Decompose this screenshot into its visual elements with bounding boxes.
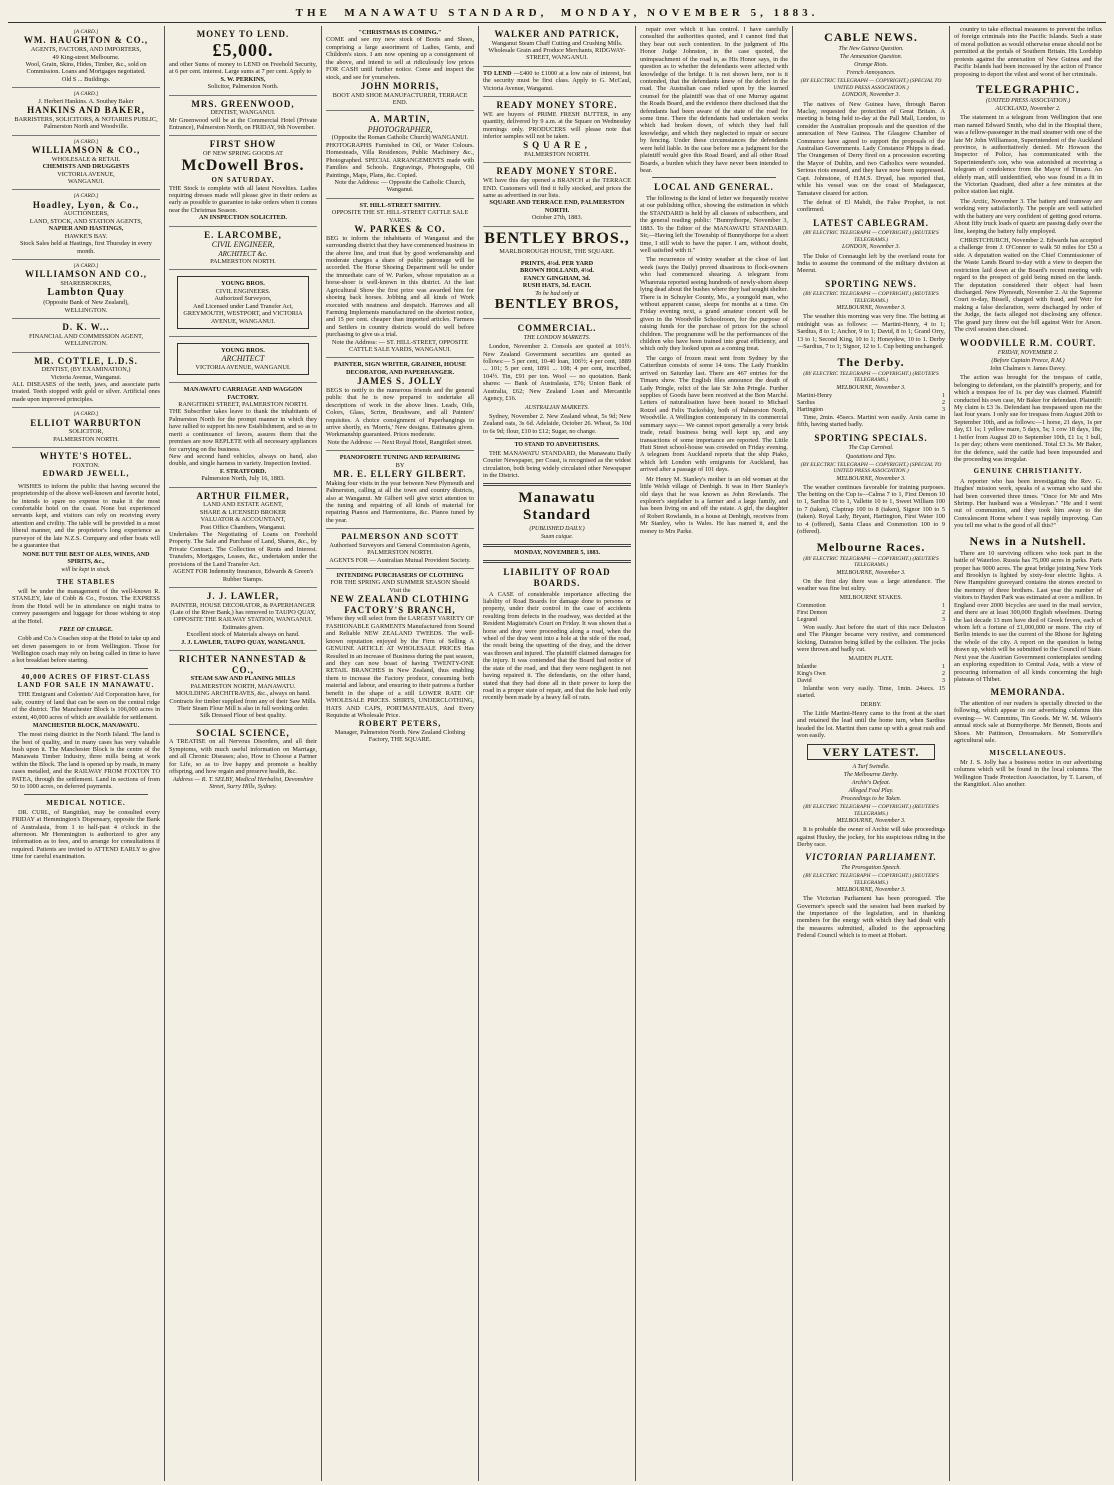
ad-whytes-hotel: WHYTE'S HOTEL. FOXTON. EDWARD JEWELL,: [39, 451, 133, 479]
section-cable-news: CABLE NEWS.: [824, 30, 918, 44]
ad-carriage-factory: MANAWATU CARRIAGE AND WAGGON FACTORY. RANGITIKEI STREET, PALMERSTON NORTH. THE Subscriber takes leave to thank the inhabitants of Palmerston North for the prompt manner in which they have rallied to support his new Establishment, and so as to merit a continuance of favors, assures them that the premises are now REPLETE with all necessary appliances for carrying on the business. New and second hand vehicles, always on hand, also double, and single harness in variety. Inspection Invited. F. STRATFORD. Palmerston North, July 16, 1883.: [169, 383, 317, 487]
result-row: Sardius 2: [797, 399, 945, 406]
ad-young-bros-architect: YOUNG BROS. ARCHITECT VICTORIA AVENUE, WANGANUI.: [169, 337, 317, 383]
ad-arthur-filmer: ARTHUR FILMER, LAND AND ESTATE AGENT, SHARE & LICENSED BROKER VALUATOR & ACCOUNTANT, Post Office Chambers, Wanganui. Undertakes The Negotiating of Loans on Freehold Property. The Sale and Purchase of Land, Shares, &c., by Private Contract. The Collection of Rents and Interest. Transfers, Mortgages, Leases, &c., undertaken under the provisions of the Land Transfer Act. AGENT FOR Indemnity Insurance, Edwards & Green's Rubber Stamps.: [169, 488, 317, 588]
section-melbourne-races: Melbourne Races.: [816, 539, 926, 554]
column-5: repair over which it has control. I have carefully consulted the authorities quoted, and I cannot find that they bear out such contention. In the judgment of His Honor Judge Johnston, in the case quoted, the unimpeachment of the road is, as His Honor says, in the question as to whether the defendants were affected with knowledge of the bridge. It is not shown here, nor is it contended, that the defendants knew of the defect in the road. The Australian case relied upon by the learned counsel for the plaintiff was that of one Murray against the Roads Board, and the evidence there disclosed that the defendants had been aware of the state of the road for some time. There the defendants had undertaken works which had broken down, of which they had full knowledge, and which they neglected to repair or secure by fencing. Under these circumstances the defendants were held liable. In the case before me a judgment for the plaintiff would give this Road Board, and all other Road Boards, a burden which they have never been intended to bear. LOCAL AND GENERAL. The following is the kind of letter we frequently receive at our publishing office, showing the estimation in which the STANDARD is held by all classes of subscribers, and the general reading public: "Bunnythorpe, November 3, 1883. To the Editor of the MANAWATU STANDARD. Sir,—Having left the Township of Bunnythorpe for a short time, I still wish to have the paper. I am, without doubt, well satisfied with it." The recurrence of wintry weather at the close of last week (says the Daily) proved disastrous to flock-owners who had commenced shearing. A telegram from Wharerata reported seeing hundreds of newly-shorn sheep lying dead about the bushes where they had sought shelter. There is in Schuyler County, Mo., a youngold man, who without apparent cause, sleeps for months at a time. On Friday evening next, a grand amateur concert will be given in the Woodville Schoolroom, for the purpose of raising funds for the purchase of prizes for the school children. The programme will be the performances of the children who have been trained into great efficiency, and which only they looked upon as a coming treat. The cargo of frozen meat sent from Sydney by the Catterthun consists of some 14 tons. The Lady Franklin arrived on Saturday last. There are 467 entries for the Timaru show. The English files announce the death of Lady Pringle, relict of the late Sir John Pringle. Further supplies of Goods have been received at the Bon Marché. Letters of naturalisation have been issued to Michael Rotzel and Felix Tuckofsky, both of Palmerston North, Woodville. A Wellington contemporary in its commercial summary says:— We cannot report generally a very brisk trade, retail business being well kept up, and any transactions of some importance are reported. The Little Hutt Street school-house was crowded on Friday evening. A telegram from Auckland reports that the ship Piako, which left London with emigrants for Auckland, has arrived after a passage of 101 days. Mr Henry M. Stanley's mother is an old woman at the little Welsh village of Denbigh. It was in Herr Stanley's old days that he was known as John Rowlands. The explorer's stepfather is a farmer and a large family, and has been living on and off the estate. A girl, the daughter of Robert Rowlands, in a house at Denbigh, receives from Mr Stanley, who is Wales. He has named it, and the money to Mrs Parke.: [636, 26, 793, 1481]
result-row: Inlanthe 1: [797, 663, 945, 670]
column-4: WALKER AND PATRICK, Wanganui Steam Chaff Cutting and Crushing Mills. Wholesale Grain and Produce Merchants, RIDGWAY-STREET, WANGANUI. TO LEND —£400 to £1000 at a low rate of interest, but the security must be first class. Apply to G. McCaul, Victoria Avenue, Wanganui. READY MONEY STORE. WE are buyers of PRIME FRESH BUTTER, in any quantity, delivered by 9 a.m. at the Square on Wednesday mornings only. PRODUCERS will please note that inferior samples will not be taken. SQUARE, PALMERSTON NORTH. READY MONEY STORE. WE have this day opened a BRANCH at the TERRACE END. Customers will find it fully stocked, and prices the same as advertised in our lists. SQUARE AND TERRACE END, PALMERSTON NORTH. October 27th, 1883. BENTLEY BROS., MARLBOROUGH HOUSE, THE SQUARE. PRINTS, 4½d. PER YARD BROWN HOLLAND, 4½d. FANCY GINGHAM, 3d. RUSH HATS, 3d. EACH. To be had only at BENTLEY BROS, COMMERCIAL. THE LONDON MARKETS. London, November 2. Consols are quoted at 101½. New Zealand Government securities are quoted as follows:— 5 per cent, 10-40 loan, 106½; 4 per cent, 1889 ... 101; 5 per cent, 1891 ... 108; 4 per cent, inscribed, 104½. Tin, £91 per ton. Wool — no quotation. Bank shares: — Bank of Australasia, £76; Union Bank of Australia, £62; New Zealand Loan and Mercantile Agency, £16. AUSTRALIAN MARKETS. Sydney, November 2. New Zealand wheat, 5s 9d; New Zealand oats, 3s 6d. Adelaide, October 26. Wheat, 5s 10d to 6s 9d; flour, £10 to £12; Sugar, no change. TO STAND TO ADVERTISERS. THE MANAWATU STANDARD, the Manawatu Daily Courier Newspaper, per Coast, is recognised as the widest circulation, both being widely circulated other Newspaper in the District. Manawatu Standard (PUBLISHED DAILY.) Suum cuique. MONDAY, NOVEMBER 5, 1883. LIABILITY OF ROAD BOARDS. A CASE of considerable importance affecting the liability of Road Boards for damage done to persons or property, under their control in the case of accidents resulting from defects in the roadway, was decided at the Resident Magistrate's Court on Friday. It was shown that a horse and dray were proceeding along a road, when the wheel of the dray went into a hole at the side of the road, the result being the upsetting of the dray, and the driver was thrown and injured. The plaintiff claimed damages for the injury. It was contended that the Board had notice of the state of the road, and that they were negligent in not having repaired it. The defendants, on the other hand, stated that they had done all in their power to keep the road in a proper state of repair, and that the hole had only recently been made by a heavy fall of rain.: [479, 26, 636, 1481]
ad-ready-money-store-2: READY MONEY STORE. WE have this day opened a BRANCH at the TERRACE END. Customers will find it fully stocked, and prices the same as advertised in our lists. SQUARE AND TERRACE END, PALMERSTON NORTH. October 27th, 1883.: [483, 163, 631, 226]
result-row: First Demon 2: [797, 609, 945, 616]
section-sporting-specials: SPORTING SPECIALS.: [814, 432, 928, 443]
page-header: [8, 4, 1106, 23]
ad-mcdowell-bros: FIRST SHOW OF NEW SPRING GOODS AT McDowell Bros. ON SATURDAY. THE Stock is complete with all latest Novelties. Ladies requiring dresses made will please give in their orders as early as possible to guarantee to take orders when it comes near the Christmas Season. AN INSPECTION SOLICITED.: [169, 136, 317, 226]
ad-to-lend: TO LEND —£400 to £1000 at a low rate of interest, but the security must be first class. Apply to G. McCaul, Victoria Avenue, Wanganui.: [483, 67, 631, 97]
paper-masthead: Manawatu Standard: [518, 489, 596, 524]
section-sporting-news: SPORTING NEWS.: [825, 278, 917, 289]
section-miscellaneous: MISCELLANEOUS.: [989, 748, 1067, 757]
ad-hoadley-lyon: [A CARD.] Hoadley, Lyon, & Co., AUCTIONEERS, LAND, STOCK, AND STATION AGENTS, NAPIER AND HASTINGS, HAWKE'S BAY. Stock Sales held at Hastings, first Thursday in every month.: [12, 190, 160, 260]
ad-bentley-bros: BENTLEY BROS., MARLBOROUGH HOUSE, THE SQUARE. PRINTS, 4½d. PER YARD BROWN HOLLAND, 4½d. FANCY GINGHAM, 3d. RUSH HATS, 3d. EACH. To be had only at BENTLEY BROS,: [483, 227, 631, 319]
section-news-in-a-nutshell: News in a Nutshell.: [969, 533, 1087, 548]
ad-money-to-lend: MONEY TO LEND. £5,000. and other Sums of money to LEND on Freehold Security, at 6 per cent. interest. Large sums at 7 per cent. Apply to S. W. PERKINS, Solicitor, Palmerston North.: [169, 26, 317, 96]
ad-social-science: SOCIAL SCIENCE, A TREATISE on all Nervous Disorders, and all their Symptoms, with much useful information on Marriage, and all Chronic Diseases; also, How to Choose a Partner for Life, so as to live happy and promote a healthy offspring, and how regain and preserve health, &c. Address — R. T. SELBY, Medical Herbalist, Devonshire Street, Surry Hills, Sydney.: [169, 727, 317, 790]
section-memoranda: MEMORANDA.: [990, 687, 1066, 698]
ad-jolly-painter: PAINTER, SIGN WRITER, GRAINER, HOUSE DECORATOR, AND PAPERHANGER. JAMES S. JOLLY BEGS to notify to the numerous friends and the general public that he is now prepared to undertake all descriptions of work in the above lines. Leads, Oils, Colors, Glass, Scrim, Brushware, and all Painters' requisites. A choice consignment of Paperhangings to arrive shortly, ex 'Morris,' New designs. Estimates given. Workmanship guaranteed. Prices moderate. Note the Address: — Next Royal Hotel, Rangitikei street.: [326, 358, 474, 451]
column-1: [A CARD.] WM. HAUGHTON & CO., AGENTS, FACTORS, AND IMPORTERS, 49 King-street Melbourne. Wool, Grain, Skins, Hides, Timber, &c., sold on Commission. Loans and Mortgages negotiated. Old S ... Buildings. [A CARD.] J. Herbert Hankins. A. Southey Baker HANKINS AND BAKER, BARRISTERS, SOLICITORS, & NOTARIES PUBLIC, Palmerston North and Woodville. [A CARD.] WILLIAMSON & CO., WHOLESALE & RETAIL CHEMISTS AND DRUGGISTS VICTORIA AVENUE, WANGANUI. [A CARD.] Hoadley, Lyon, & Co., AUCTIONEERS, LAND, STOCK, AND STATION AGENTS, NAPIER AND HASTINGS, HAWKE'S BAY. Stock Sales held at Hastings, first Thursday in every month. [A CARD.] WILLIAMSON AND CO., SHAREBROKERS, Lambton Quay (Opposite Bank of New Zealand), WELLINGTON. D. K. W... FINANCIAL AND COMMISSION AGENT, WELLINGTON. MR. COTTLE, L.D.S. DENTIST, (BY EXAMINATION,) Victoria Avenue, Wanganui. ALL DISEASES of the teeth, jaws, and associate parts treated. Teeth stopped with gold or silver. Artificial ones made upon improved principles. [A CARD.] ELLIOT WARBURTON SOLICITOR, PALMERSTON NORTH. WHYTE'S HOTEL. FOXTON. EDWARD JEWELL, WISHES to inform the public that having secured the proprietorship of the above well-known and favorite hotel, he intends to spare no expense to make it the most comfortable hotel on the coast. None but experienced servants kept, and visitors can rely on receiving every attention and civility. The table will be provided in a most liberal manner, and the proprietor's long experience as purveyor of the late N.Z.S. Company and other boats will be a guarantee that NONE BUT THE BEST OF ALES, WINES, AND SPIRITS, &c., will be kept in stock. THE STABLES will be under the management of the well-known R. STANLEY, late of Cobb & Co., Foxton. The EXPRESS from the Hotel will be in attendance on night trains to convey passengers and luggage for those wishing to stop at the Hotel. FREE OF CHARGE. Cobb and Co.'s Coaches stop at the Hotel to take up and set down passengers to or from Wellington. Those for Wellington coach may rely on being called in time to have a hot breakfast before starting. 40,000 ACRES OF FIRST-CLASS LAND FOR SALE IN MANAWATU. THE Emigrant and Colonists' Aid Corporation have, for sale, country of land that can be seen on the central ridge of the district. The Manchester Block is 106,000 acres in extent, 40,000 acres of which are available for settlement. MANCHESTER BLOCK, MANAWATU. The most rising district in the North Island. The land is the best of quality, and in many cases has very valuable bush upon it. The Manchester Block is the centre of the Manawatu Timber Industry, three mills being at work within the Block. The land is opened up by roads, in many cases metalled, and the RAILWAY FROM FOXTON TO PATEA, through the settlement. Land in sections of from 50 to 1000 acres, on deferred payments. MEDICAL NOTICE. DR. CURL, of Rangitikei, may be consulted every FRIDAY at Hemmington's Dispensary, opposite the Bank of Australasia, from 1 to half-past 4 o'clock in the afternoon. Mr Hemmington is authorized to give any information as to fees, and to arrange for consultations if required. Patients are invited to ATTEND EARLY to give time for careful examination.: [8, 26, 165, 1481]
ad-greenwood-dentist: MRS. GREENWOOD, DENTIST, WANGANUI. Mr Greenwood will be at the Commercial Hotel (Private Entrance), Palmerston North, on FRIDAY, 9th November.: [169, 96, 317, 137]
ad-young-bros-engineers: YOUNG BROS. CIVIL ENGINEERS. Authorized Surveyors, And Licensed under Land Transfer Act, GREYMOUTH, WESTPORT, and VICTORIA AVENUE, WANGANUI.: [169, 270, 317, 337]
ad-martin-photographer: A. MARTIN, PHOTOGRAPHER, (Opposite the Roman Catholic Church) WANGANUI. PHOTOGRAPHS Furnished in Oil, or Water Colours. Homesteads, Villa Residences, Public Machinery &c., Photographed. SPECIAL ARRANGEMENTS made with Families and Schools. Engravings, Photographs, Oil Paintings, Maps, Plans, &c. Copied. Note the Address: — Opposite the Catholic Church, Wanganui.: [326, 111, 474, 198]
article-road-boards: LIABILITY OF ROAD BOARDS.: [503, 567, 611, 588]
ad-larcombe: E. LARCOMBE, CIVIL ENGINEER, ARCHITECT &c. PALMERSTON NORTH.: [169, 227, 317, 271]
paper-title: THE MANAWATU STANDARD, MONDAY, NOVEMBER 5, 1883.: [295, 7, 819, 19]
result-row: David 3: [797, 677, 945, 684]
ad-haughton: [A CARD.] WM. HAUGHTON & CO., AGENTS, FACTORS, AND IMPORTERS, 49 King-street Melbourne. Wool, Grain, Skins, Hides, Timber, &c., sold on Commission. Loans and Mortgages negotiated. Old S ... Buildings.: [12, 26, 160, 88]
ad-walker-patrick: WALKER AND PATRICK, Wanganui Steam Chaff Cutting and Crushing Mills. Wholesale Grain and Produce Merchants, RIDGWAY-STREET, WANGANUI.: [483, 26, 631, 67]
result-row: Hartington 3: [797, 406, 945, 413]
section-local-general: LOCAL AND GENERAL.: [654, 182, 774, 193]
section-the-derby: The Derby.: [837, 354, 905, 369]
ad-clothing-factory: INTENDING PURCHASERS OF CLOTHING FOR THE SPRING AND SUMMER SEASON Should Visit the NEW ZEALAND CLOTHING FACTORY'S BRANCH, Where they will select from the LARGEST VARIETY OF FASHIONABLE GARMENTS Manufactured from Sound and Reliable NEW ZEALAND TWEEDS. The well-known reputation enjoyed by the Firm of Selling A GENUINE ARTICLE AT WHOLESALE PRICES Has Resulted in an increase of Business during the past season, and they can now boast of having TWENTY-ONE RETAIL BRANCHES in New Zealand, thus enabling them to increase the Factory produce, consuming both material and labour, and ensuring to their patrons a further benefit in the shape of a still LOWER RATE OF WHOLESALE PRICES. SHIRTS, UNDERCLOTHING, HATS AND CAPS, PORTMANTEAUS, And Every Requisite at Wholesale Price. ROBERT PETERS, Manager, Palmerston North. New Zealand Clothing Factory, THE SQUARE.: [326, 571, 474, 744]
ad-lawler: J. J. LAWLER, PAINTER, HOUSE DECORATOR, & PAPERHANGER (Late of the River Bank,) has removed to TAUPO QUAY, OPPOSITE THE RAILWAY STATION, WANGANUI. Estimates given. Excellent stock of Materials always on hand. J. J. LAWLER, TAUPO QUAY, WANGANUI.: [169, 588, 317, 651]
ad-williamson-sharebrokers: [A CARD.] WILLIAMSON AND CO., SHAREBROKERS, Lambton Quay (Opposite Bank of New Zealand), WELLINGTON.: [12, 260, 160, 319]
result-row: Commotion 1: [797, 602, 945, 609]
ad-hankins-baker: [A CARD.] J. Herbert Hankins. A. Southey Baker HANKINS AND BAKER, BARRISTERS, SOLICITORS, & NOTARIES PUBLIC, Palmerston North and Woodville.: [12, 88, 160, 135]
column-3: [322, 26, 479, 1481]
result-row: Martini-Henry 1: [797, 392, 945, 399]
section-genuine-christianity: GENUINE CHRISTIANITY.: [973, 467, 1083, 476]
ad-richter-nannestad: RICHTER NANNESTAD & CO., STEAM SAW AND PLANING MILLS PALMERSTON NORTH, MANAWATU. MOULDING ARCHITRAVES, &c., always on hand. Contracts for timber supplied from any of their Saw Mills. Their Steam Flour Mill is also in full working order. Silk Dressed Flour of best quality.: [169, 651, 317, 725]
ad-warburton: [A CARD.] ELLIOT WARBURTON SOLICITOR, PALMERSTON NORTH.: [12, 408, 160, 448]
column-6: CABLE NEWS. The New Guinea Question. The Annexation Question. Orange Riots. French Annoyances. (BY ELECTRIC TELEGRAPH — COPYRIGHT.) (SPECIAL TO UNITED PRESS ASSOCIATION.) LONDON, November 3. The natives of New Guinea have, through Baron Maclay, requested the protection of Great Britain. A meeting is being held to-day at the Pall Mall, London, to consider the Australian proposals and the question of the annexation of New Guinea. The Glasgow Chamber of Commerce have agreed to support the proposals of the Australian Governments. Lady Constance Phipps is dead. The Orangemen of Derry fired on a procession escorting the Mayor of Dublin, and two Catholics were wounded. Serious riots ensued, and they have now been suppressed. Capt. Johnstone, of H.M.S. Dryad, has reported that, while his vessel was on the coast of Madagascar, Tamatave cleared for action. The defeat of El Mahdi, the False Prophet, is not confirmed. LATEST CABLEGRAM. (BY ELECTRIC TELEGRAPH — COPYRIGHT.) (REUTER'S TELEGRAMS.) LONDON, November 3. The Duke of Connaught left by the overland route for India to assume the command of the military division at Meerut. SPORTING NEWS. (BY ELECTRIC TELEGRAPH — COPYRIGHT.) (REUTER'S TELEGRAMS.) MELBOURNE, November 3. The weather this morning was very fine. The betting at midnight was as follows: — Martini-Henry, 4 to 1; Sardius, 8 to 1; Anchor, 9 to 1; David, 8 to 1; Grand Orry, 13 to 1; Second King, 10 to 1; Honeydew, 10 to 1. Derby—Sardius, 7 to 1; Signor, 12 to 1. Cup betting unchanged. The Derby. (BY ELECTRIC TELEGRAPH — COPYRIGHT.) (REUTER'S TELEGRAMS.) MELBOURNE, November 3. Martini-Henry 1 Sardius 2 Hartington 3 Time, 2min. 45secs. Martini won easily. Arsis came in fifth, having started badly. SPORTING SPECIALS. The Cup Carnival. Quotations and Tips. (BY ELECTRIC TELEGRAPH — COPYRIGHT.) (SPECIAL TO UNITED PRESS ASSOCIATION.) MELBOURNE, November 3. The weather continues favorable for training purposes. The betting on the Cup is—Calma 7 to 1, First Demon 10 to 1, Sardius 10 to 1, Vallette 10 to 1, Sweet William 100 to 7 (taken), Claptrap 100 to 8 (taken), Signor 100 to 5 (taken). Royal Lady, Bryant, Hartington, First Water 100 to 4 (offered), Santa Claus and Commotion 100 to 9 (offered). Melbourne Races. (BY ELECTRIC TELEGRAPH — COPYRIGHT.) (REUTER'S TELEGRAMS.) MELBOURNE, November 3. On the first day there was a large attendance. The weather was fine but sultry. MELBOURNE STAKES. Commotion 1 First Demon 2 Legrand 3 Won easily. Just before the start of this race Delusion and The Plunger became very restive, and commenced kicking, Dainsion being killed by the collision. The jocks were thrown and badly cut. MAIDEN PLATE. Inlanthe 1 King's Own 2 David 3 Inlanthe won very easily. Time, 1min. 24secs. 15 started. DERBY. The Little Martini-Henry came to the front at the start and retained the lead until the home turn, when Sardius headed the lot. Martini then came up with a great rush and won easily. VERY LATEST. A Turf Swindle. The Melbourne Derby. Archie's Defeat. Alleged Foul Play. Proceedings to be Taken. (BY ELECTRIC TELEGRAPH — COPYRIGHT.) (REUTER'S TELEGRAMS.) MELBOURNE, November 3. It is probable the owner of Archie will take proceedings against Huxley, the jockey, for his suspicious riding in the Derby race. VICTORIAN PARLIAMENT. The Prorogation Speech. (BY ELECTRIC TELEGRAPH — COPYRIGHT.) (REUTER'S TELEGRAMS.) MELBOURNE, November 3. The Victorian Parliament has been prorogued. The Governor's speech said the session had been marked by the importance of the legislation, and in thanking members for the energy with which they had dealt with the measures submitted, alluded to the approaching Federal Council which is to meet at Hobart.: [793, 26, 950, 1481]
issue-date: MONDAY, NOVEMBER 5, 1883.: [560, 7, 819, 19]
section-latest-cablegram: LATEST CABLEGRAM.: [813, 217, 929, 228]
column-2: [165, 26, 322, 1481]
ad-john-morris: "CHRISTMAS IS COMING." COME and see my new stock of Boots and Shoes, comprising a large assortment of Ladies, Gents, and Children's sizes. I am now opening up a consignment of the above, and intend to sell at ridiculously low prices FOR CASH until further notice. Come and inspect the stock, and see for yourselves. JOHN MORRIS, BOOT AND SHOE MANUFACTURER, TERRACE END.: [326, 26, 474, 111]
ad-gilbert-piano: PIANOFORTE TUNING AND REPAIRING BY MR. E. ELLERY GILBERT. Making four visits in the year between New Plymouth and Palmerston, calling at all the town and country districts, also at Wanganui. Mr Gilbert will give strict attention to the tuning and repairing of all kinds of material for repairing Pianos and Harmoniums, &c. Pianos tuned by the year.: [326, 451, 474, 529]
section-telegraphic: TELEGRAPHIC.: [976, 81, 1080, 96]
section-very-latest: VERY LATEST.: [807, 744, 935, 760]
ad-parkes-smithy: ST. HILL-STREET SMITHY. OPPOSITE THE ST. HILL-STREET CATTLE SALE YARDS. W. PARKES & CO. BEG to inform the inhabitants of Wanganui and the surrounding district that they have commenced business in the above line, and trust that by good workmanship and moderate charges a share of public patronage will be accorded. The Horse Shoeing Department will be under the immediate care of W. Parkes, whose reputation as a horse-shoer is well-known in this district. At the last Agricultural Show the first prize was awarded him for shoeing back horses. Jobbing and all kinds of Work executed with neatness and despatch. Harrows and all Farming Implements manufactured on the shortest notice, and 15 per cent. cheaper than imported articles. Farmers and Settlers in country districts would do well before purchasing to give us a trial. Note the Address: — ST. HILL-STREET, OPPOSITE CATTLE SALE YARDS, WANGANUI.: [326, 199, 474, 359]
result-row: Legrand 3: [797, 616, 945, 623]
section-victorian-parliament: VICTORIAN PARLIAMENT.: [805, 852, 937, 863]
ad-williamson-chemists: [A CARD.] WILLIAMSON & CO., WHOLESALE & RETAIL CHEMISTS AND DRUGGISTS VICTORIA AVENUE, WANGANUI.: [12, 136, 160, 191]
ad-palmerson-scott: PALMERSON AND SCOTT Authorised Surveyors and General Commission Agents, PALMERSTON NORTH. AGENTS FOR — Australian Mutual Provident Society.: [326, 529, 474, 569]
ad-ready-money-store-1: READY MONEY STORE. WE are buyers of PRIME FRESH BUTTER, in any quantity, delivered by 9 a.m. at the Square on Wednesday mornings only. PRODUCERS will please note that inferior samples will not be taken. SQUARE, PALMERSTON NORTH.: [483, 97, 631, 163]
section-commercial: COMMERCIAL.: [517, 322, 597, 333]
column-7: country to take effectual measures to prevent the influx of foreign criminals into the Pacific Islands. Such a state of moral pollution as would otherwise ensue should not be permitted at the portals of Southern Britain. His Lordship protests against the annexation of New Guinea and the Pacific Islands had been increased by the action of France proposing to deport the vilest and worst of her criminals. TELEGRAPHIC. (UNITED PRESS ASSOCIATION.) AUCKLAND, November 2. The statement in a telegram from Wellington that one man named Edward Smith, who did in the Hospital there, was a fellow-passenger in the mail steamer with one of the late Mr John Williamson, Superintendent of the Auckland province, is authoritatively denied. Mr Howson the Inspector of Police, has communicated with the Superintendent's son, who was astonished at receiving a telegram of condolence from the Mayor of Timaru. An elderly man, still unidentified, who was found in a fit in the Victorian Quadrant, died after a few minutes at the police station last night. The Arctic, November 3. The battery and tramway are working very satisfactorily. The people are well satisfied with the battery are very confident of getting good returns. About fifty truck loads of quartz are passing daily over the line, keeping the battery fully employed. CHRISTCHURCH, November 2. Edwards has accepted a challenge from J. O'Connor to walk 50 miles for £50 a side. A deputation waited on the Chief Commissioner of the Waste Lands Board to-day with a view to deepen the restriction laid down at the Board's recent meeting with regard to the prospect of gold being mined on the lands. The deputation considered their object had been discharged. New Plymouth, November 2. At the Supreme Court to-day, Bissell, charged with fraud, and Weir for making a false declaration, were discharged by order of the Judge, the facts alleged not disclosing any offence. The grand jury threw out the bill against Weir for Arson. The civil session then closed. WOODVILLE R.M. COURT. FRIDAY, NOVEMBER 2. (Before Captain Preece, R.M.) John Chalmers v. James Davey. The action was brought for the trespass of cattle, belonging to defendant, on the plaintiff's property, and for which a trespass fee of 1s. per day was claimed. Plaintiff conducted his own case, Mr Baker for defendant. Plaintiff: My claim is £3 3s. Defendant has trespassed upon me the last four years. I only sue for trespass from August 20th to September 10th, and as follows:—1 horse, 21 days, 1s per day, £1 1s; 1 yellow mare, 5 days, 5s; 1 cow 18 days, 18s; 1 heifer from August 20 to September 10th, £1 1s; 1 bull, 1s per day; others were mentioned. Total £3 3s. Mr Baker, for the defence, said the cattle had been impounded and the proceeding was irregular. GENUINE CHRISTIANITY. A reporter who has been investigating the Rev. G. Hughes' mission work, speaks of a woman who said she had been converted three times. "Once for Mr and Mrs Shrimp. Her husband was a Wesleyan." "He and I went out of communion, and they took him away to the Convalescent Home where I was rapidly improving. Can you tell me what is the good of all this?" News in a Nutshell. There are 10 surviving officers who took part in the battle of Waterloo. Russia has 75,000 acres in parks. Paris proper has 9000 acres. The great bridge joining New York and Brooklyn is lighted by sixty-four electric lights. A New Hampshire graveyard contains the stones erected to the memory of three brothers. Last year the number of visitors to Hayden Park was estimated at over a million. In England over 2000 bicycles are used in the mail service, and there are at least 300,000 English wheelmen. During the last decade 13 men have died of Greek fevers, each of whom left a fortune of £1,000,000 or more. The city of Berlin intends to use the current of the Rhone for lighting the whole of the city. A report on the question is being drawn up, which will be submitted to the Council of State. Next year the Austrian Government contemplates sending an exploring expedition to Central Asia, with a view of procuring information of all kinds concerning the high plateaus of Thibet. MEMORANDA. The attention of our readers is specially directed to the following, which appear in our advertising columns this evening:— W. Cummins, Tin Goods. Mr W. M. Wilson's annual stock sale at Bunnythorpe. Mr Bennett, Boots and Shoes. Mr Pattinson, Dressmakers. Mr Somerville's agricultural sale. MISCELLANEOUS. Mr J. S. Jolly has a business notice in our advertising columns which will be found in the local columns. The Wellington Trade Protection Association, by T. Larsen, of the Rangitikei. Also another.: [954, 26, 1102, 789]
ad-dkw: D. K. W... FINANCIAL AND COMMISSION AGENT, WELLINGTON.: [12, 319, 160, 352]
result-row: King's Own 2: [797, 670, 945, 677]
ad-cottle-dentist: MR. COTTLE, L.D.S. DENTIST, (BY EXAMINATION,) Victoria Avenue, Wanganui. ALL DISEASES of the teeth, jaws, and associate parts treated. Teeth stopped with gold or silver. Artificial ones made upon improved principles.: [12, 353, 160, 409]
section-woodville-court: WOODVILLE R.M. COURT.: [959, 337, 1097, 348]
